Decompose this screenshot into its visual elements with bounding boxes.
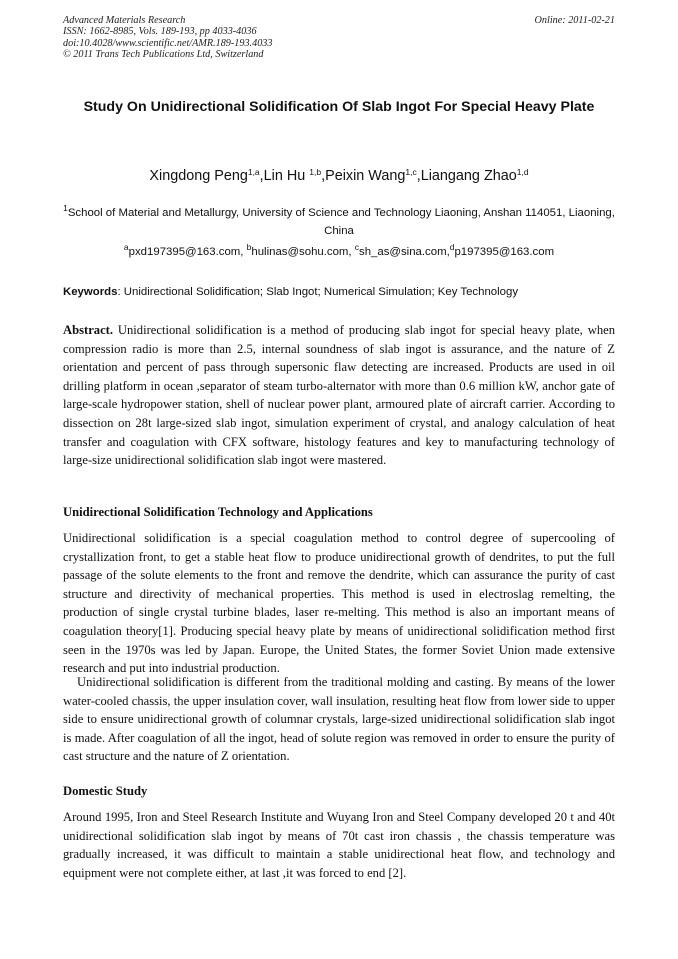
paragraph: Unidirectional solidification is a special coagulation method to control degree of supercooling of crystallization front, to get a stable heat flow to produce unidirectional growth of dendrites, to put the full passage of the solute elements to the front and remove the dendrite, which can assurance the purity of cast structure and directivity of mechanical properties. This method is used in electroslag remelting, the production of single crystal turbine blades, laser re-melting. This method is also an important means of coagulation theory[1]. Producing special heavy plate by means of unidirectional solidification method first seen in the 1970s was led by Japan. Europe, the United States, the former Soviet Union made extensive research and put into industrial production.	[63, 531, 615, 676]
keywords	[63, 286, 615, 298]
author-name: Liangang Zhao	[420, 168, 517, 184]
journal-header	[63, 15, 615, 60]
online-date: Online: 2011-02-21	[534, 15, 615, 26]
email-link[interactable]: sh_as@sina.com	[359, 246, 447, 258]
issn-line: ISSN: 1662-8985, Vols. 189-193, pp 4033-4036	[63, 26, 257, 38]
section-heading: Unidirectional Solidification Technology and Applications	[63, 505, 373, 519]
abstract	[63, 321, 615, 470]
author-affiliation-mark: 1,b	[309, 167, 322, 177]
email-link[interactable]: p197395@163.com	[454, 246, 555, 258]
author-name: Peixin Wang	[325, 168, 406, 184]
affiliation-mark: 1	[63, 203, 68, 213]
author-affiliation-mark: 1,a	[247, 167, 260, 177]
author-affiliation-mark: 1,d	[516, 167, 529, 177]
keywords-text: : Unidirectional Solidification; Slab Ingot; Numerical Simulation; Key Technology	[117, 286, 519, 298]
paragraph: Around 1995, Iron and Steel Research Institute and Wuyang Iron and Steel Company developed 20 t and 40t unidirectional solidification slab ingot by means of 70t cast iron chassis , the chassis temperature was gradually increased, it was difficult to maintain a stable unidirectional heat flow, and technology and equipment were not complete either, at last ,it was forced to end [2].	[63, 810, 615, 880]
author-list: Xingdong Peng$^{1,a}$,Lin Hu $^{1,b}$,Peixin Wang$^{1,c}$,Liangang Zhao$^{1,d}$	[149, 167, 529, 184]
author-affiliation-mark: 1,c	[405, 167, 417, 177]
affiliation	[63, 204, 615, 240]
affiliation-text: School of Material and Metallurgy, University of Science and Technology Liaoning, Anshan 114051, Liaoning, China	[67, 207, 615, 237]
keywords-label: Keywords	[63, 286, 118, 298]
author-name: Lin Hu	[263, 168, 306, 184]
journal-name: Advanced Materials Research	[63, 15, 186, 26]
email-link[interactable]: pxd197395@163.com	[128, 246, 241, 258]
paragraph: Unidirectional solidification is different from the traditional molding and casting. By means of the lower water-cooled chassis, the upper insulation cover, wall insulation, resulting heat flow from lower side to upper side to ensure unidirectional growth of columnar crystals, large-sized unidirectional solidification slab ingot is made. After coagulation of all the ingot, head of solute region was removed in order to ensure the purity of cast structure and the nature of Z orientation.	[63, 675, 615, 764]
email-link[interactable]: hulinas@sohu.com	[251, 246, 349, 258]
section-heading: Domestic Study	[63, 784, 148, 798]
doi-line: doi:10.4028/www.scientific.net/AMR.189-193.4033	[63, 37, 273, 49]
paper-title: Study On Unidirectional Solidification Of Slab Ingot For Special Heavy Plate	[83, 99, 595, 115]
email-list: $^a$pxd197395@163.com, $^b$hulinas@sohu.com, $^c$sh_as@sina.com,$^d$p197395@163.com	[123, 242, 555, 258]
author-name: Xingdong Peng	[149, 168, 248, 184]
copyright-line: © 2011 Trans Tech Publications Ltd, Switzerland	[63, 48, 264, 60]
abstract-label: Abstract.	[63, 323, 114, 337]
abstract-text: Unidirectional solidification is a method of producing slab ingot for special heavy plate, when compression radio is more than 2.5, internal soundness of slab ingot is assurance, and the nature of Z orientation and percent of pass through supersonic flaw detecting are increased. Products are used in oil drilling platform in ocean ,separator of steam turbo-alternator with more than 0.6 million kW, anchor gate of large-scale hydropower station, shell of nuclear power plant, armoured plate of aircraft carrier. According to dissection on 28t large-sized slab ingot, simulation experiment of crystal, and analogy calculation of heat transfer and coagulation with CFX software, histology features and key to manufacturing technology of large-size unidirectional solidification slab ingot were mastered.	[63, 323, 615, 468]
